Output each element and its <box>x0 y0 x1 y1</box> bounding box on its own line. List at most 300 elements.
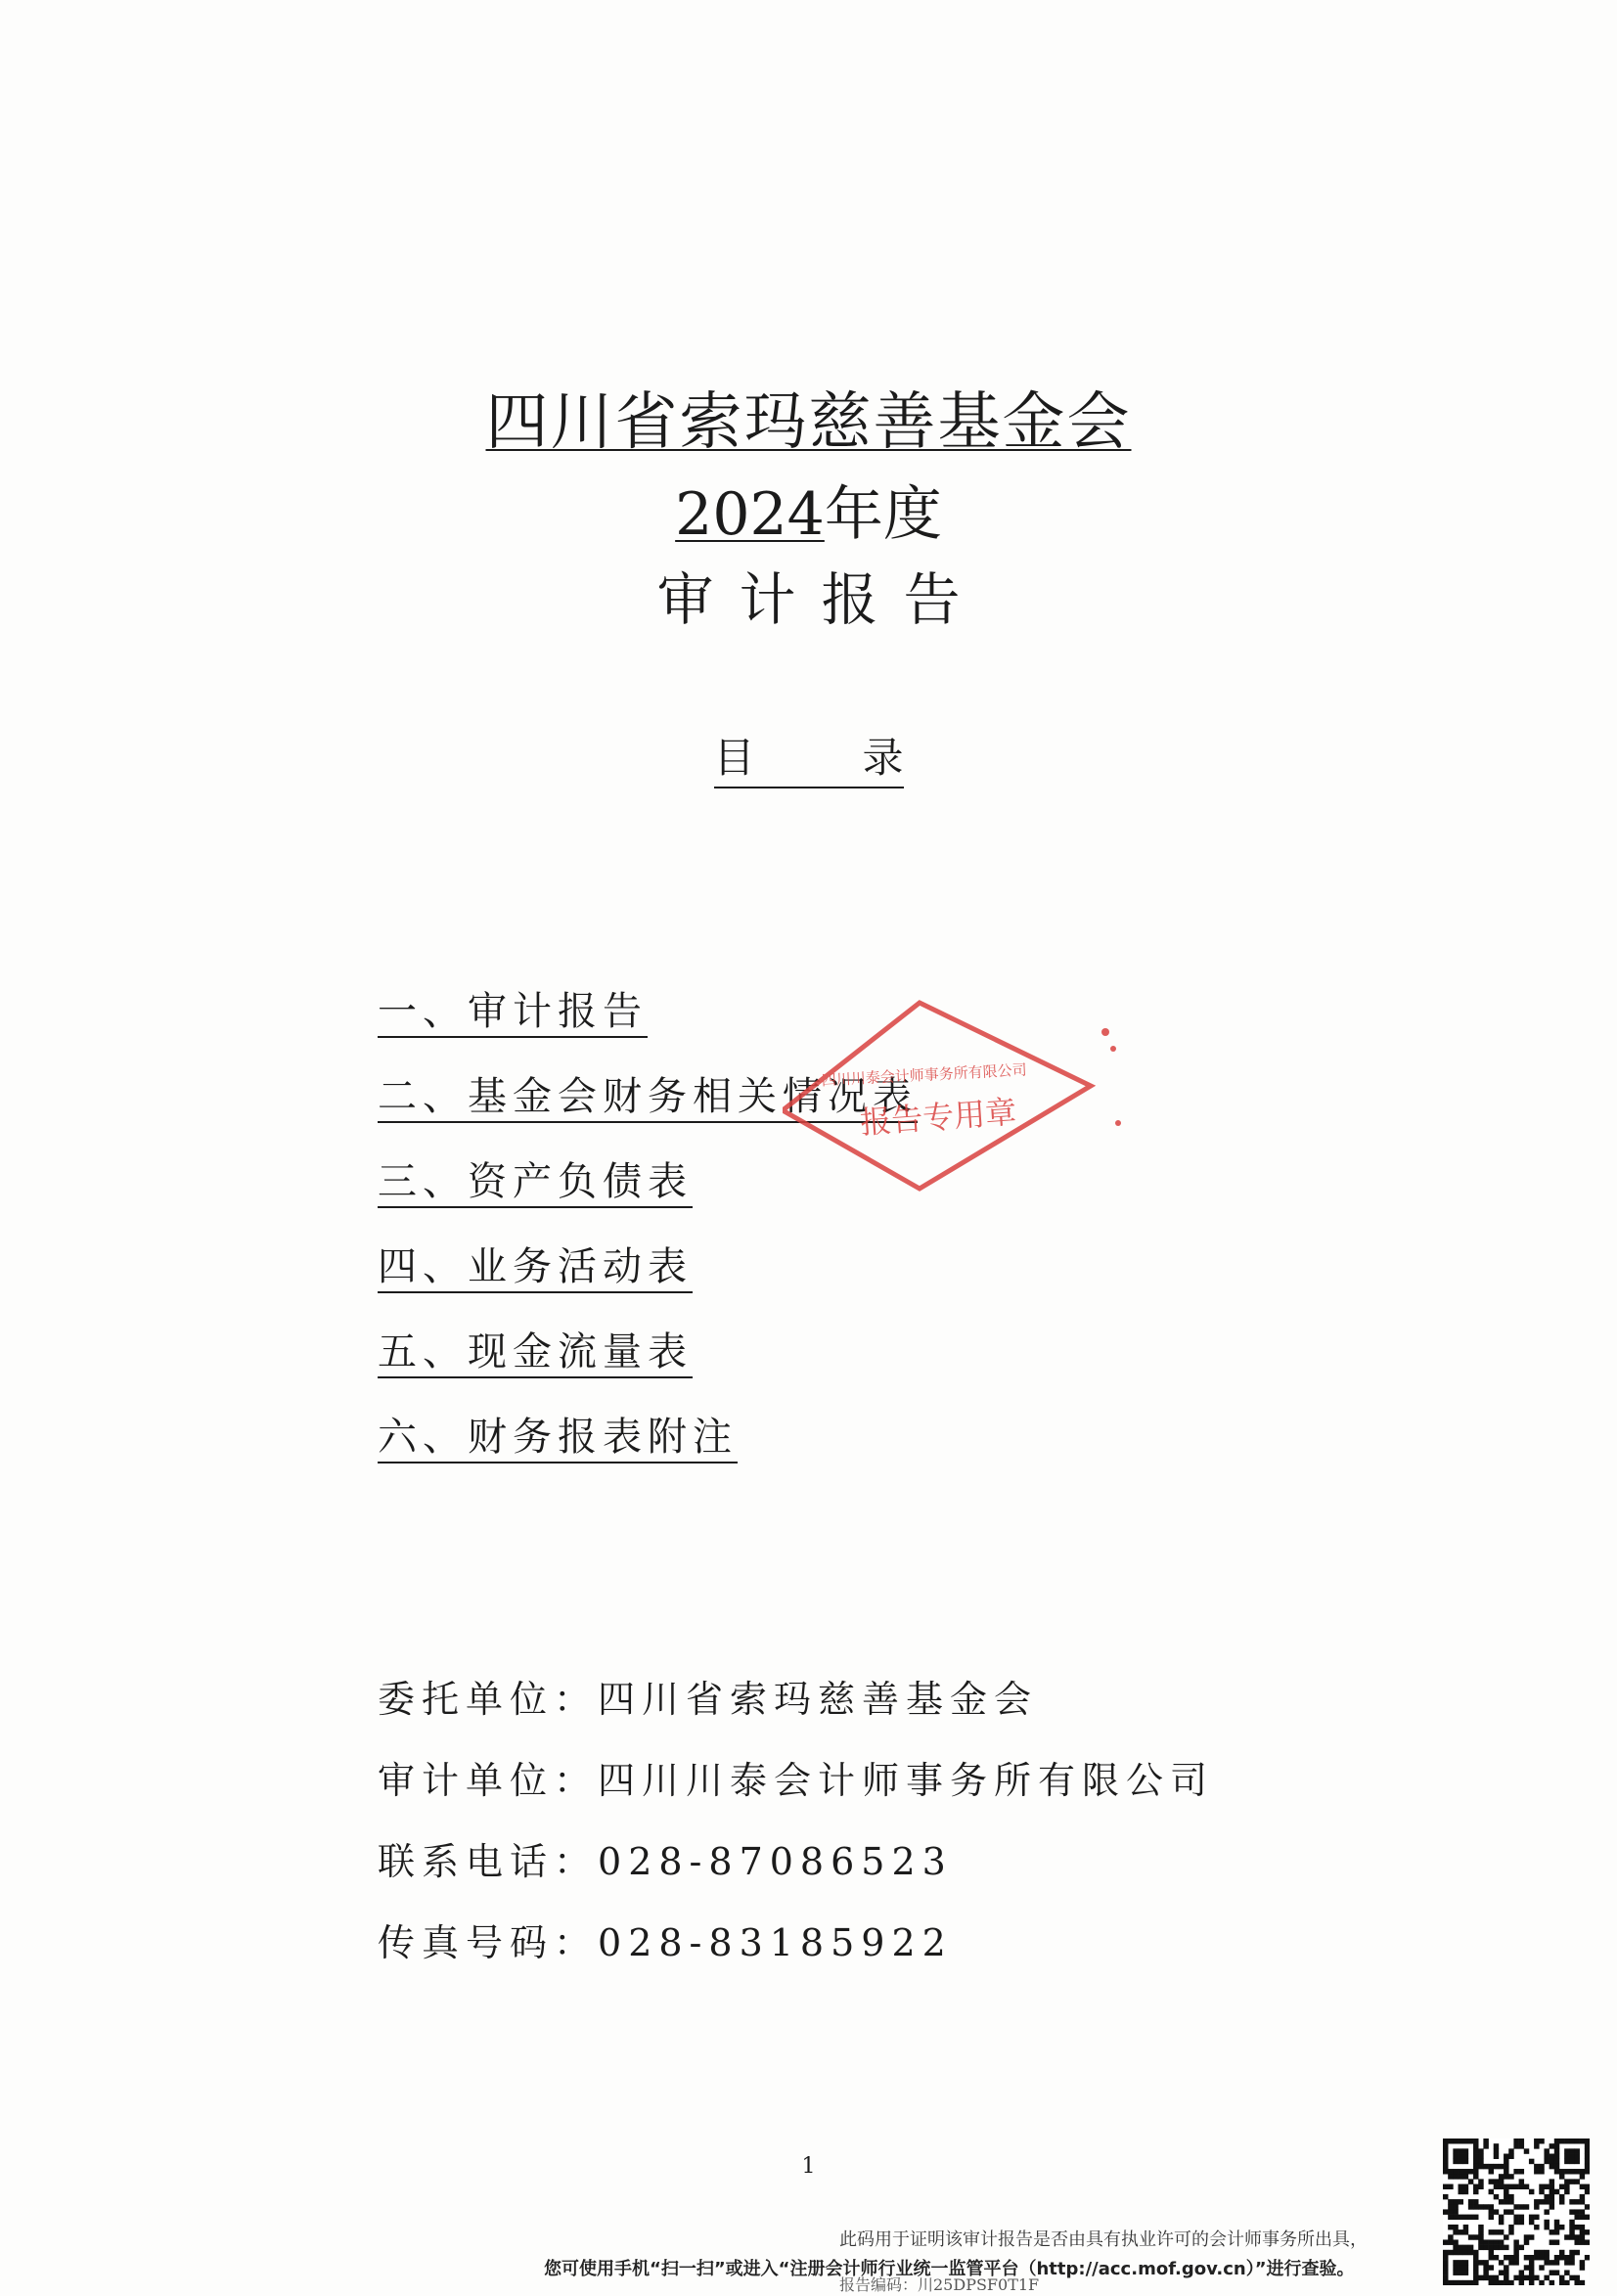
report-info-block <box>378 1669 1214 1994</box>
qr-module <box>1574 2225 1579 2229</box>
qr-module <box>1559 2225 1564 2229</box>
info-label: 审计单位： <box>378 1759 599 1802</box>
qr-module <box>1459 2184 1463 2189</box>
qr-module <box>1483 2260 1488 2265</box>
qr-module <box>1453 2154 1458 2159</box>
qr-module <box>1574 2215 1579 2220</box>
qr-module <box>1473 2250 1478 2255</box>
qr-module <box>1544 2148 1549 2153</box>
qr-module <box>1478 2159 1483 2164</box>
toc-item-label: 二、基金会财务相关情况表 <box>378 1074 918 1123</box>
qr-module <box>1448 2199 1453 2204</box>
qr-module <box>1554 2225 1559 2229</box>
qr-module <box>1564 2255 1569 2260</box>
info-label: 联系电话： <box>378 1840 599 1883</box>
qr-module <box>1494 2280 1499 2285</box>
qr-module <box>1585 2154 1590 2159</box>
toc-item-label: 四、业务活动表 <box>378 1244 693 1293</box>
qr-module <box>1459 2174 1463 2179</box>
year-number: 2024 <box>675 480 825 549</box>
qr-module <box>1574 2280 1579 2285</box>
qr-module <box>1580 2229 1585 2234</box>
qr-module <box>1534 2204 1539 2209</box>
qr-module <box>1443 2250 1448 2255</box>
qr-module <box>1544 2194 1549 2199</box>
qr-module <box>1513 2143 1518 2148</box>
qr-module <box>1504 2270 1508 2274</box>
qr-module <box>1473 2204 1478 2209</box>
qr-module <box>1453 2229 1458 2234</box>
qr-module <box>1453 2209 1458 2214</box>
qr-module <box>1473 2199 1478 2204</box>
qr-module <box>1513 2255 1518 2260</box>
qr-module <box>1448 2215 1453 2220</box>
qr-module <box>1585 2169 1590 2174</box>
qr-module <box>1463 2245 1468 2250</box>
qr-module <box>1504 2280 1508 2285</box>
qr-module <box>1478 2164 1483 2169</box>
qr-module <box>1524 2275 1529 2280</box>
info-value: 028-83185922 <box>598 1921 953 1964</box>
qr-module <box>1554 2159 1559 2164</box>
year-suffix: 年度 <box>824 480 942 549</box>
qr-module <box>1468 2250 1473 2255</box>
toc-item[interactable] <box>378 1321 918 1406</box>
qr-module <box>1443 2143 1448 2148</box>
qr-module <box>1513 2239 1518 2244</box>
qr-module <box>1459 2250 1463 2255</box>
qr-module <box>1559 2250 1564 2255</box>
qr-module <box>1448 2184 1453 2189</box>
qr-module <box>1489 2265 1494 2270</box>
qr-module <box>1489 2245 1494 2250</box>
qr-module <box>1473 2270 1478 2274</box>
info-row-phone <box>378 1831 1214 1913</box>
qr-module <box>1508 2225 1513 2229</box>
qr-module <box>1513 2220 1518 2225</box>
info-value: 028-87086523 <box>598 1840 953 1883</box>
qr-module <box>1559 2280 1564 2285</box>
qr-module <box>1554 2189 1559 2194</box>
qr-module <box>1539 2265 1544 2270</box>
qr-module <box>1463 2260 1468 2265</box>
qr-module <box>1519 2280 1524 2285</box>
qr-module <box>1550 2154 1554 2159</box>
qr-module <box>1468 2280 1473 2285</box>
qr-module <box>1494 2179 1499 2183</box>
qr-module <box>1554 2138 1559 2143</box>
qr-module <box>1513 2138 1518 2143</box>
qr-module <box>1489 2239 1494 2244</box>
qr-module <box>1508 2260 1513 2265</box>
qr-module <box>1550 2179 1554 2183</box>
qr-module <box>1508 2199 1513 2204</box>
qr-module <box>1504 2199 1508 2204</box>
qr-module <box>1519 2270 1524 2274</box>
qr-module <box>1459 2159 1463 2164</box>
verification-qr-code[interactable] <box>1443 2138 1590 2285</box>
qr-module <box>1559 2255 1564 2260</box>
qr-module <box>1574 2138 1579 2143</box>
qr-module <box>1443 2184 1448 2189</box>
qr-module <box>1499 2260 1504 2265</box>
qr-module <box>1473 2189 1478 2194</box>
qr-module <box>1508 2154 1513 2159</box>
qr-module <box>1559 2275 1564 2280</box>
qr-module <box>1483 2245 1488 2250</box>
qr-module <box>1544 2255 1549 2260</box>
qr-module <box>1564 2179 1569 2183</box>
qr-module <box>1508 2229 1513 2234</box>
qr-module <box>1443 2280 1448 2285</box>
qr-module <box>1554 2260 1559 2265</box>
qr-module <box>1574 2148 1579 2153</box>
qr-module <box>1539 2199 1544 2204</box>
qr-module <box>1519 2179 1524 2183</box>
qr-module <box>1559 2174 1564 2179</box>
qr-module <box>1453 2260 1458 2265</box>
qr-module <box>1478 2229 1483 2234</box>
info-label: 传真号码： <box>378 1921 599 1964</box>
qr-module <box>1524 2148 1529 2153</box>
qr-module <box>1448 2138 1453 2143</box>
qr-module <box>1544 2184 1549 2189</box>
qr-module <box>1463 2189 1468 2194</box>
qr-module <box>1580 2225 1585 2229</box>
qr-module <box>1448 2250 1453 2255</box>
qr-module <box>1580 2199 1585 2204</box>
qr-module <box>1453 2250 1458 2255</box>
qr-module <box>1443 2154 1448 2159</box>
qr-module <box>1478 2204 1483 2209</box>
qr-module <box>1574 2209 1579 2214</box>
qr-module <box>1580 2260 1585 2265</box>
qr-module <box>1580 2184 1585 2189</box>
qr-module <box>1494 2164 1499 2169</box>
toc-item[interactable] <box>378 1406 918 1491</box>
qr-module <box>1539 2164 1544 2169</box>
qr-module <box>1519 2245 1524 2250</box>
qr-module <box>1504 2255 1508 2260</box>
qr-module <box>1513 2275 1518 2280</box>
qr-module <box>1489 2164 1494 2169</box>
qr-module <box>1524 2255 1529 2260</box>
qr-module <box>1504 2169 1508 2174</box>
qr-module <box>1494 2154 1499 2159</box>
qr-module <box>1473 2215 1478 2220</box>
qr-module <box>1468 2215 1473 2220</box>
qr-module <box>1473 2234 1478 2239</box>
qr-module <box>1483 2270 1488 2274</box>
qr-module <box>1559 2184 1564 2189</box>
info-value: 四川省索玛慈善基金会 <box>598 1678 1039 1721</box>
qr-module <box>1580 2194 1585 2199</box>
qr-module <box>1544 2159 1549 2164</box>
qr-module <box>1550 2194 1554 2199</box>
qr-module <box>1473 2143 1478 2148</box>
toc-item-label: 一、审计报告 <box>378 989 648 1038</box>
qr-module <box>1529 2255 1534 2260</box>
qr-module <box>1550 2159 1554 2164</box>
qr-module <box>1569 2275 1574 2280</box>
qr-module <box>1499 2220 1504 2225</box>
seal-line2: 报告专用章 <box>859 1093 1018 1142</box>
qr-module <box>1448 2239 1453 2244</box>
qr-module <box>1539 2169 1544 2174</box>
qr-module <box>1574 2159 1579 2164</box>
qr-module <box>1550 2239 1554 2244</box>
qr-module <box>1463 2229 1468 2234</box>
qr-module <box>1489 2179 1494 2183</box>
qr-module <box>1564 2154 1569 2159</box>
qr-module <box>1564 2270 1569 2274</box>
qr-module <box>1513 2184 1518 2189</box>
qr-module <box>1483 2204 1488 2209</box>
qr-module <box>1459 2169 1463 2174</box>
qr-module <box>1459 2245 1463 2250</box>
qr-module <box>1534 2143 1539 2148</box>
qr-module <box>1504 2209 1508 2214</box>
qr-module <box>1499 2174 1504 2179</box>
qr-module <box>1513 2215 1518 2220</box>
qr-module <box>1519 2220 1524 2225</box>
qr-module <box>1504 2194 1508 2199</box>
qr-module <box>1529 2159 1534 2164</box>
qr-module <box>1499 2199 1504 2204</box>
qr-module <box>1519 2204 1524 2209</box>
qr-module <box>1569 2154 1574 2159</box>
qr-module <box>1529 2270 1534 2274</box>
seal-speck <box>1115 1120 1121 1126</box>
qr-module <box>1569 2209 1574 2214</box>
qr-module <box>1550 2143 1554 2148</box>
qr-module <box>1463 2174 1468 2179</box>
qr-module <box>1489 2189 1494 2194</box>
qr-module <box>1550 2280 1554 2285</box>
qr-module <box>1574 2199 1579 2204</box>
qr-module <box>1554 2229 1559 2234</box>
qr-module <box>1508 2184 1513 2189</box>
qr-module <box>1554 2154 1559 2159</box>
qr-module <box>1574 2154 1579 2159</box>
qr-module <box>1580 2239 1585 2244</box>
qr-module <box>1453 2199 1458 2204</box>
qr-module <box>1453 2204 1458 2209</box>
qr-module <box>1574 2275 1579 2280</box>
qr-module <box>1499 2270 1504 2274</box>
qr-module <box>1534 2275 1539 2280</box>
qr-module <box>1504 2265 1508 2270</box>
qr-module <box>1473 2138 1478 2143</box>
qr-module <box>1499 2239 1504 2244</box>
qr-module <box>1489 2209 1494 2214</box>
qr-module <box>1504 2275 1508 2280</box>
qr-module <box>1489 2215 1494 2220</box>
qr-module <box>1453 2270 1458 2274</box>
qr-module <box>1539 2280 1544 2285</box>
seal-line1: 四川川泰会计师事务所有限公司 <box>821 1060 1028 1090</box>
qr-module <box>1544 2199 1549 2204</box>
qr-module <box>1463 2225 1468 2229</box>
qr-module <box>1534 2164 1539 2169</box>
qr-module <box>1534 2215 1539 2220</box>
qr-module <box>1448 2204 1453 2209</box>
qr-module <box>1580 2174 1585 2179</box>
qr-module <box>1463 2154 1468 2159</box>
qr-module <box>1443 2260 1448 2265</box>
qr-module <box>1529 2260 1534 2265</box>
qr-module <box>1499 2229 1504 2234</box>
qr-module <box>1453 2138 1458 2143</box>
qr-module <box>1473 2255 1478 2260</box>
qr-module <box>1494 2194 1499 2199</box>
qr-module <box>1580 2280 1585 2285</box>
qr-module <box>1508 2255 1513 2260</box>
qr-module <box>1519 2169 1524 2174</box>
qr-module <box>1499 2184 1504 2189</box>
qr-module <box>1585 2164 1590 2169</box>
qr-module <box>1494 2143 1499 2148</box>
qr-module <box>1569 2250 1574 2255</box>
qr-module <box>1550 2199 1554 2204</box>
qr-module <box>1569 2199 1574 2204</box>
qr-module <box>1473 2154 1478 2159</box>
qr-module <box>1519 2138 1524 2143</box>
qr-module <box>1564 2138 1569 2143</box>
qr-module <box>1574 2179 1579 2183</box>
verification-line1: 此码用于证明该审计报告是否由具有执业许可的会计师事务所出具， <box>839 2229 1368 2250</box>
qr-module <box>1554 2143 1559 2148</box>
qr-module <box>1494 2275 1499 2280</box>
qr-module <box>1550 2260 1554 2265</box>
qr-module <box>1569 2138 1574 2143</box>
qr-module <box>1544 2250 1549 2255</box>
qr-module <box>1448 2234 1453 2239</box>
qr-module <box>1513 2260 1518 2265</box>
qr-module <box>1443 2164 1448 2169</box>
qr-module <box>1468 2245 1473 2250</box>
qr-module <box>1478 2148 1483 2153</box>
qr-module <box>1554 2270 1559 2274</box>
qr-module <box>1448 2280 1453 2285</box>
qr-module <box>1539 2250 1544 2255</box>
qr-module <box>1529 2265 1534 2270</box>
qr-module <box>1443 2255 1448 2260</box>
qr-module <box>1554 2239 1559 2244</box>
qr-module <box>1468 2204 1473 2209</box>
qr-module <box>1453 2159 1458 2164</box>
qr-module <box>1489 2250 1494 2255</box>
qr-module <box>1494 2184 1499 2189</box>
qr-module <box>1489 2255 1494 2260</box>
qr-module <box>1564 2280 1569 2285</box>
qr-module <box>1534 2225 1539 2229</box>
qr-module <box>1544 2260 1549 2265</box>
toc-item-label: 六、财务报表附注 <box>378 1415 738 1463</box>
qr-module <box>1473 2164 1478 2169</box>
qr-module <box>1483 2138 1488 2143</box>
qr-module <box>1529 2215 1534 2220</box>
qr-module <box>1459 2280 1463 2285</box>
report-year <box>0 468 1617 552</box>
qr-module <box>1489 2280 1494 2285</box>
qr-module <box>1504 2184 1508 2189</box>
qr-module <box>1539 2184 1544 2189</box>
qr-module <box>1443 2194 1448 2199</box>
qr-module <box>1443 2159 1448 2164</box>
qr-module <box>1473 2275 1478 2280</box>
qr-module <box>1494 2148 1499 2153</box>
qr-module <box>1554 2164 1559 2169</box>
seal-speck <box>1101 1028 1109 1036</box>
qr-module <box>1448 2225 1453 2229</box>
seal-diamond <box>783 1003 1091 1189</box>
qr-module <box>1453 2280 1458 2285</box>
info-label: 委托单位： <box>378 1678 599 1721</box>
qr-module <box>1483 2164 1488 2169</box>
qr-module <box>1489 2169 1494 2174</box>
qr-module <box>1585 2138 1590 2143</box>
qr-module <box>1473 2265 1478 2270</box>
qr-module <box>1504 2234 1508 2239</box>
qr-module <box>1580 2265 1585 2270</box>
qr-module <box>1473 2174 1478 2179</box>
qr-module <box>1443 2275 1448 2280</box>
qr-module <box>1564 2148 1569 2153</box>
toc-item[interactable] <box>378 1236 918 1321</box>
qr-module <box>1459 2199 1463 2204</box>
qr-module <box>1504 2245 1508 2250</box>
qr-module <box>1550 2270 1554 2274</box>
qr-module <box>1569 2148 1574 2153</box>
report-seal-stamp <box>783 988 1154 1213</box>
qr-module <box>1463 2159 1468 2164</box>
qr-module <box>1453 2169 1458 2174</box>
qr-module <box>1453 2215 1458 2220</box>
qr-module <box>1478 2179 1483 2183</box>
qr-module <box>1459 2138 1463 2143</box>
qr-module <box>1463 2148 1468 2153</box>
qr-module <box>1559 2194 1564 2199</box>
qr-module <box>1448 2169 1453 2174</box>
info-row-client <box>378 1669 1214 1750</box>
qr-module <box>1574 2250 1579 2255</box>
qr-module <box>1478 2239 1483 2244</box>
qr-module <box>1529 2189 1534 2194</box>
qr-module <box>1559 2138 1564 2143</box>
qr-module <box>1504 2164 1508 2169</box>
page-number: 1 <box>801 2154 816 2179</box>
qr-module <box>1508 2194 1513 2199</box>
qr-module <box>1459 2229 1463 2234</box>
qr-module <box>1564 2189 1569 2194</box>
qr-module <box>1524 2184 1529 2189</box>
qr-module <box>1569 2255 1574 2260</box>
report-title: 审计报告 <box>656 566 986 633</box>
seal-speck <box>1110 1046 1116 1052</box>
qr-module <box>1585 2229 1590 2234</box>
qr-module <box>1459 2260 1463 2265</box>
qr-module <box>1443 2265 1448 2270</box>
qr-module <box>1494 2245 1499 2250</box>
qr-module <box>1544 2154 1549 2159</box>
qr-module <box>1468 2199 1473 2204</box>
toc-item-label: 五、现金流量表 <box>378 1329 693 1378</box>
report-code: 报告编码：川25DPSF0T1F <box>839 2275 1040 2294</box>
qr-module <box>1559 2199 1564 2204</box>
qr-module <box>1544 2209 1549 2214</box>
qr-module <box>1483 2143 1488 2148</box>
